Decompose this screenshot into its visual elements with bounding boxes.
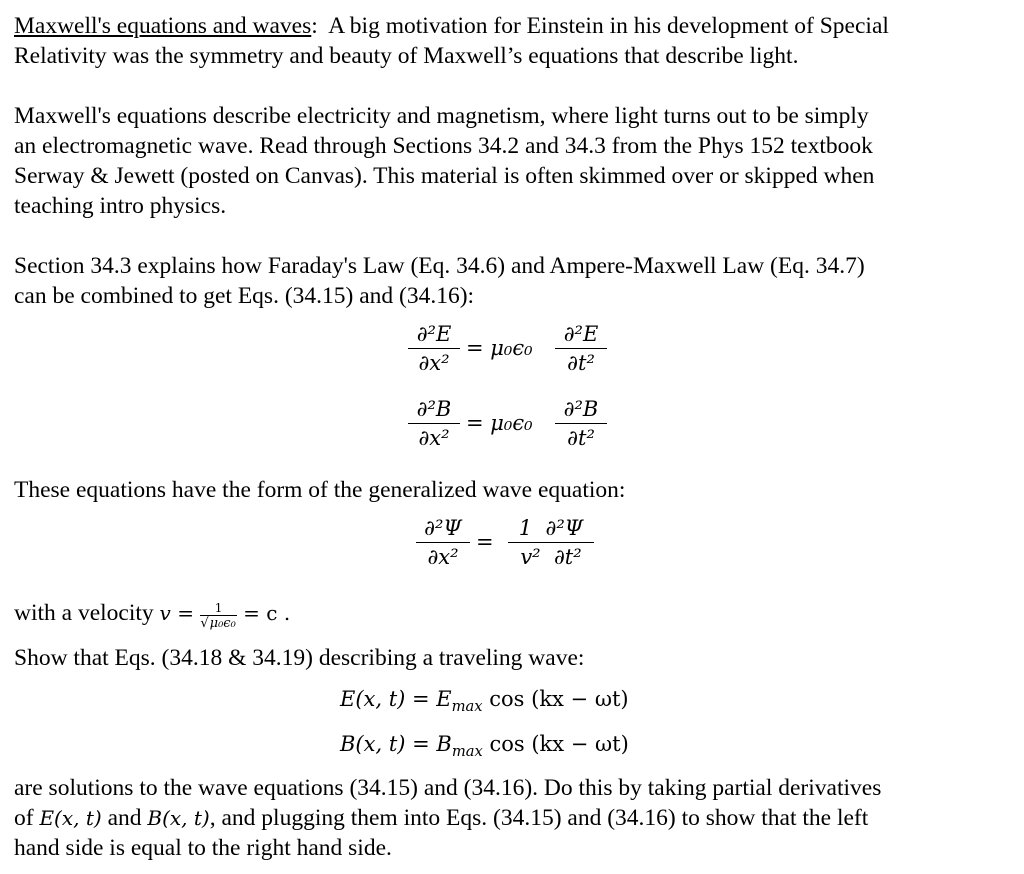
eq3-rhs-fraction — [508, 516, 594, 569]
wave-equation — [14, 516, 1014, 576]
paragraph-4: These equations have the form of the generalized wave equation: — [14, 477, 626, 503]
paragraph-5: Show that Eqs. (34.18 & 34.19) describing a traveling wave: — [14, 645, 585, 671]
document-page — [14, 0, 1014, 874]
velocity-fraction — [200, 601, 236, 632]
eq1-rhs-fraction — [555, 322, 607, 375]
p6-B-function: B(x, t) — [147, 806, 210, 830]
paragraph-6-line-3: hand side is equal to the right hand side. — [14, 835, 392, 861]
eq3-equals: = — [476, 530, 494, 554]
section-title-colon: : — [311, 13, 318, 39]
intro-line-1 — [14, 11, 889, 41]
velocity-prefix: with a velocity — [14, 600, 160, 626]
intro-line-2: Relativity was the symmetry and beauty of Maxwell’s equations that describe light. — [14, 43, 799, 69]
intro-text-1: A big motivation for Einstein in his development of Special — [317, 13, 889, 39]
eq1-lhs-numerator: ∂²E — [416, 322, 452, 346]
eq4-rest: cos (kx − ωt) — [482, 687, 629, 711]
equation-34-15 — [14, 322, 1014, 382]
p6-line2-a: of — [14, 805, 40, 831]
velocity-symbol: v — [159, 601, 171, 625]
eq1-middle: = μ₀ϵ₀ — [466, 336, 533, 360]
paragraph-2-line-1: Maxwell's equations describe electricity and magnetism, where light turns out to be simply — [14, 103, 869, 129]
section-title: Maxwell's equations and waves — [14, 13, 312, 39]
velocity-suffix: = c . — [236, 601, 291, 625]
p6-line2-b: and — [101, 805, 148, 831]
eq2-rhs-denominator: ∂t² — [567, 426, 595, 450]
eq2-lhs-numerator: ∂²B — [416, 397, 452, 421]
eq2-lhs-fraction — [408, 397, 460, 450]
eq3-lhs-numerator: ∂²Ψ — [424, 516, 462, 540]
eq3-lhs-fraction — [416, 516, 470, 569]
velocity-line — [14, 598, 290, 630]
eq1-lhs-denominator: ∂x² — [418, 351, 450, 375]
eq5-rest: cos (kx − ωt) — [482, 732, 629, 756]
eq5-subscript: max — [451, 743, 483, 761]
eq2-lhs-denominator: ∂x² — [418, 426, 450, 450]
equation-34-18 — [340, 687, 629, 715]
velocity-fraction-numerator: 1 — [200, 601, 236, 616]
eq1-rhs-denominator: ∂t² — [567, 351, 595, 375]
paragraph-6-line-1: are solutions to the wave equations (34.15) and (34.16). Do this by taking partial derivatives — [14, 775, 882, 801]
eq2-rhs-numerator: ∂²B — [563, 397, 599, 421]
eq2-middle: = μ₀ϵ₀ — [466, 411, 533, 435]
eq2-rhs-fraction — [555, 397, 607, 450]
paragraph-2-line-3: Serway & Jewett (posted on Canvas). This material is often skimmed over or skipped when — [14, 163, 875, 189]
eq3-rhs-denominator: v² ∂t² — [520, 545, 582, 569]
paragraph-6-line-2 — [14, 803, 868, 833]
p6-E-function: E(x, t) — [39, 806, 102, 830]
eq4-subscript: max — [451, 698, 483, 716]
paragraph-3-line-1: Section 34.3 explains how Faraday's Law (Eq. 34.6) and Ampere-Maxwell Law (Eq. 34.7) — [14, 253, 865, 279]
velocity-fraction-denominator: μ₀ϵ₀ — [209, 616, 236, 632]
paragraph-3-line-2: can be combined to get Eqs. (34.15) and (34.16): — [14, 283, 475, 309]
eq4-main: E(x, t) = E — [340, 687, 452, 711]
eq1-rhs-numerator: ∂²E — [563, 322, 599, 346]
equation-34-16 — [14, 397, 1014, 457]
paragraph-2-line-4: teaching intro physics. — [14, 193, 227, 219]
eq5-main: B(x, t) = B — [340, 732, 452, 756]
sqrt-icon: √ — [200, 616, 209, 632]
eq3-rhs-numerator: 1 ∂²Ψ — [518, 516, 584, 540]
eq3-lhs-denominator: ∂x² — [427, 545, 459, 569]
eq1-lhs-fraction — [408, 322, 460, 375]
paragraph-2-line-2: an electromagnetic wave. Read through Sections 34.2 and 34.3 from the Phys 152 textbook — [14, 133, 873, 159]
velocity-equals: = — [170, 601, 201, 625]
p6-line2-c: , and plugging them into Eqs. (34.15) and (34.16) to show that the left — [209, 805, 869, 831]
equation-34-19 — [340, 732, 629, 760]
